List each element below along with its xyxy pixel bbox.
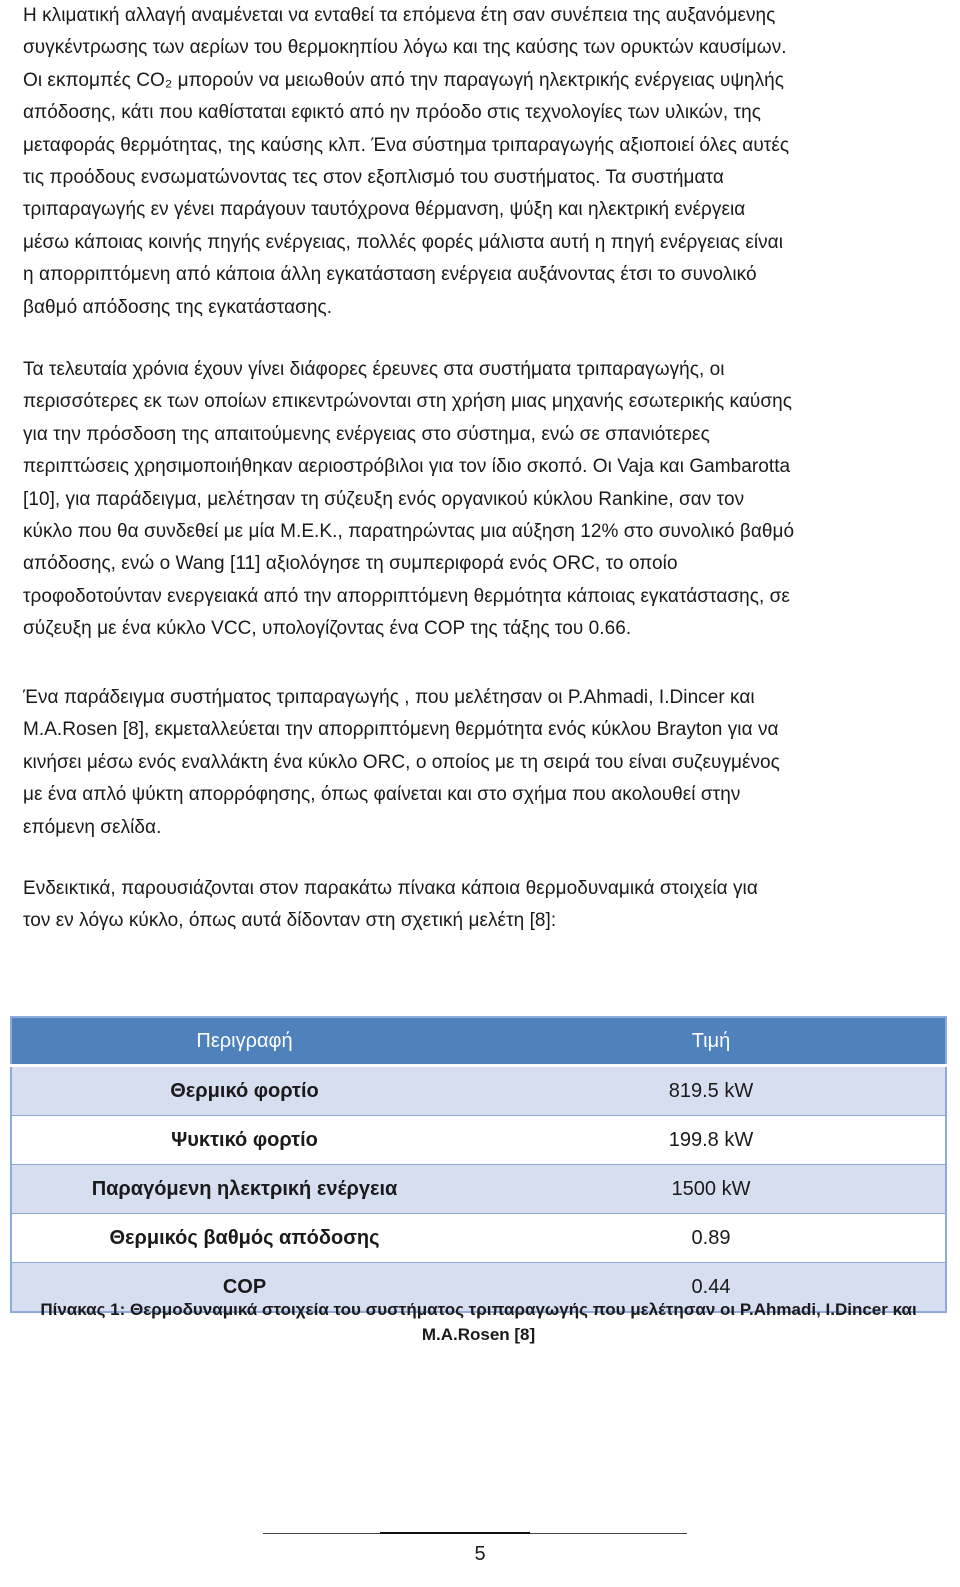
- text-line: επόμενη σελίδα.: [23, 816, 162, 838]
- page-number: 5: [474, 1543, 486, 1565]
- thermodynamic-table-container: [10, 1016, 947, 1313]
- row-label: Παραγόμενη ηλεκτρική ενέργεια: [11, 1165, 477, 1214]
- column-header-description: Περιγραφή: [11, 1017, 477, 1066]
- text-line: συγκέντρωσης των αερίων του θερμοκηπίου λόγω και της καύσης των ορυκτών καυσίμων.: [23, 37, 787, 59]
- text-line: βαθμό απόδοσης της εγκατάστασης.: [23, 296, 333, 318]
- text-line: τον εν λόγω κύκλο, όπως αυτά δίδονταν στη σχετική μελέτη [8]:: [23, 910, 557, 932]
- caption-line: Πίνακας 1: Θερμοδυναμικά στοιχεία του συστήματος τριπαραγωγής που μελέτησαν οι P.Ahmadi, I.Dincer και: [40, 1300, 917, 1319]
- row-value: 199.8 kW: [477, 1116, 946, 1165]
- text-line: κινήσει μέσω ενός εναλλάκτη ένα κύκλο ORC, ο οποίος με τη σειρά του είναι συζευγμένος: [23, 751, 780, 773]
- paragraph-climate-change: [23, 0, 948, 324]
- text-line: περισσότερες εκ των οποίων επικεντρώνονται στη χρήση μιας μηχανής εσωτερικής καύσης: [23, 391, 792, 413]
- text-line: M.A.Rosen [8], εκμεταλλεύεται την απορριπτόμενη θερμότητα ενός κύκλου Brayton για να: [23, 719, 779, 741]
- paragraph-table-intro: [23, 873, 948, 938]
- row-label: Ψυκτικό φορτίο: [11, 1116, 477, 1165]
- row-value: 0.89: [477, 1214, 946, 1263]
- row-value: 1500 kW: [477, 1165, 946, 1214]
- text-line: κύκλο που θα συνδεθεί με μία Μ.Ε.Κ., παρατηρώντας μια αύξηση 12% στο συνολικό βαθμό: [23, 521, 795, 543]
- row-value: 0.44: [477, 1263, 946, 1313]
- table-row: [11, 1066, 946, 1116]
- row-label: Θερμικός βαθμός απόδοσης: [11, 1214, 477, 1263]
- text-line: απόδοσης, κάτι που καθίσταται εφικτό από ην πρόοδο στις τεχνολογίες των υλικών, της: [23, 102, 761, 124]
- table-row: [11, 1116, 946, 1165]
- column-header-value: Τιμή: [477, 1017, 946, 1066]
- table-header-row: [11, 1017, 946, 1066]
- text-line: τις προόδους ενσωματώνοντας τες στον εξοπλισμό του συστήματος. Τα συστήματα: [23, 167, 724, 189]
- text-line: μεταφοράς θερμότητας, της καύσης κλπ. Ένα σύστημα τριπαραγωγής αξιοποιεί όλες αυτές: [23, 134, 790, 156]
- row-label: Θερμικό φορτίο: [11, 1066, 477, 1116]
- text-line: σύζευξη με ένα κύκλο VCC, υπολογίζοντας ένα COP της τάξης του 0.66.: [23, 618, 632, 640]
- text-line: με ένα απλό ψύκτη απορρόφησης, όπως φαίνεται και στο σχήμα που ακολουθεί στην: [23, 784, 741, 806]
- row-label: COP: [11, 1263, 477, 1313]
- table-caption: [10, 1297, 947, 1347]
- text-line: Ενδεικτικά, παρουσιάζονται στον παρακάτω πίνακα κάποια θερμοδυναμικά στοιχεία για: [23, 878, 758, 899]
- text-line: Ένα παράδειγμα συστήματος τριπαραγωγής , που μελέτησαν οι P.Ahmadi, I.Dincer και: [23, 687, 755, 708]
- footer-divider-accent: [380, 1532, 530, 1534]
- caption-line: M.A.Rosen [8]: [421, 1325, 536, 1344]
- text-line: η απορριπτόμενη από κάποια άλλη εγκατάσταση ενέργεια αυξάνοντας έτσι το συνολικό: [23, 264, 757, 286]
- text-line: Η κλιματική αλλαγή αναμένεται να ενταθεί τα επόμενα έτη σαν συνέπεια της αυξανόμενης: [23, 5, 776, 26]
- text-line: Τα τελευταία χρόνια έχουν γίνει διάφορες έρευνες στα συστήματα τριπαραγωγής, οι: [23, 359, 725, 380]
- text-line: [10], για παράδειγμα, μελέτησαν τη σύζευξη ενός οργανικού κύκλου Rankine, σαν τον: [23, 488, 745, 510]
- text-line: περιπτώσεις χρησιμοποιήθηκαν αεριοστρόβιλοι για τον ίδιο σκοπό. Οι Vaja και Gambarotta: [23, 456, 791, 478]
- text-line: για την πρόσδοση της απαιτούμενης ενέργειας στο σύστημα, ενώ σε σπανιότερες: [23, 423, 710, 445]
- text-line: απόδοσης, ενώ ο Wang [11] αξιολόγησε τη συμπεριφορά ενός ORC, το οποίο: [23, 553, 678, 575]
- text-line: μέσω κάποιας κοινής πηγής ενέργειας, πολλές φορές μάλιστα αυτή η πηγή ενέργειας είναι: [23, 231, 783, 253]
- table-row: [11, 1214, 946, 1263]
- paragraph-research: [23, 354, 948, 646]
- text-line: Οι εκπομπές CO₂ μπορούν να μειωθούν από την παραγωγή ηλεκτρικής ενέργειας υψηλής: [23, 69, 784, 91]
- text-line: τριπαραγωγής εν γένει παράγουν ταυτόχρονα θέρμανση, ψύξη και ηλεκτρική ενέργεια: [23, 199, 746, 221]
- table-row: [11, 1165, 946, 1214]
- text-line: τροφοδοτούνταν ενεργειακά από την απορριπτόμενη θερμότητα κάποιας εγκατάστασης, σε: [23, 585, 790, 607]
- row-value: 819.5 kW: [477, 1066, 946, 1116]
- thermodynamic-table: [10, 1016, 947, 1313]
- paragraph-example-system: [23, 682, 948, 844]
